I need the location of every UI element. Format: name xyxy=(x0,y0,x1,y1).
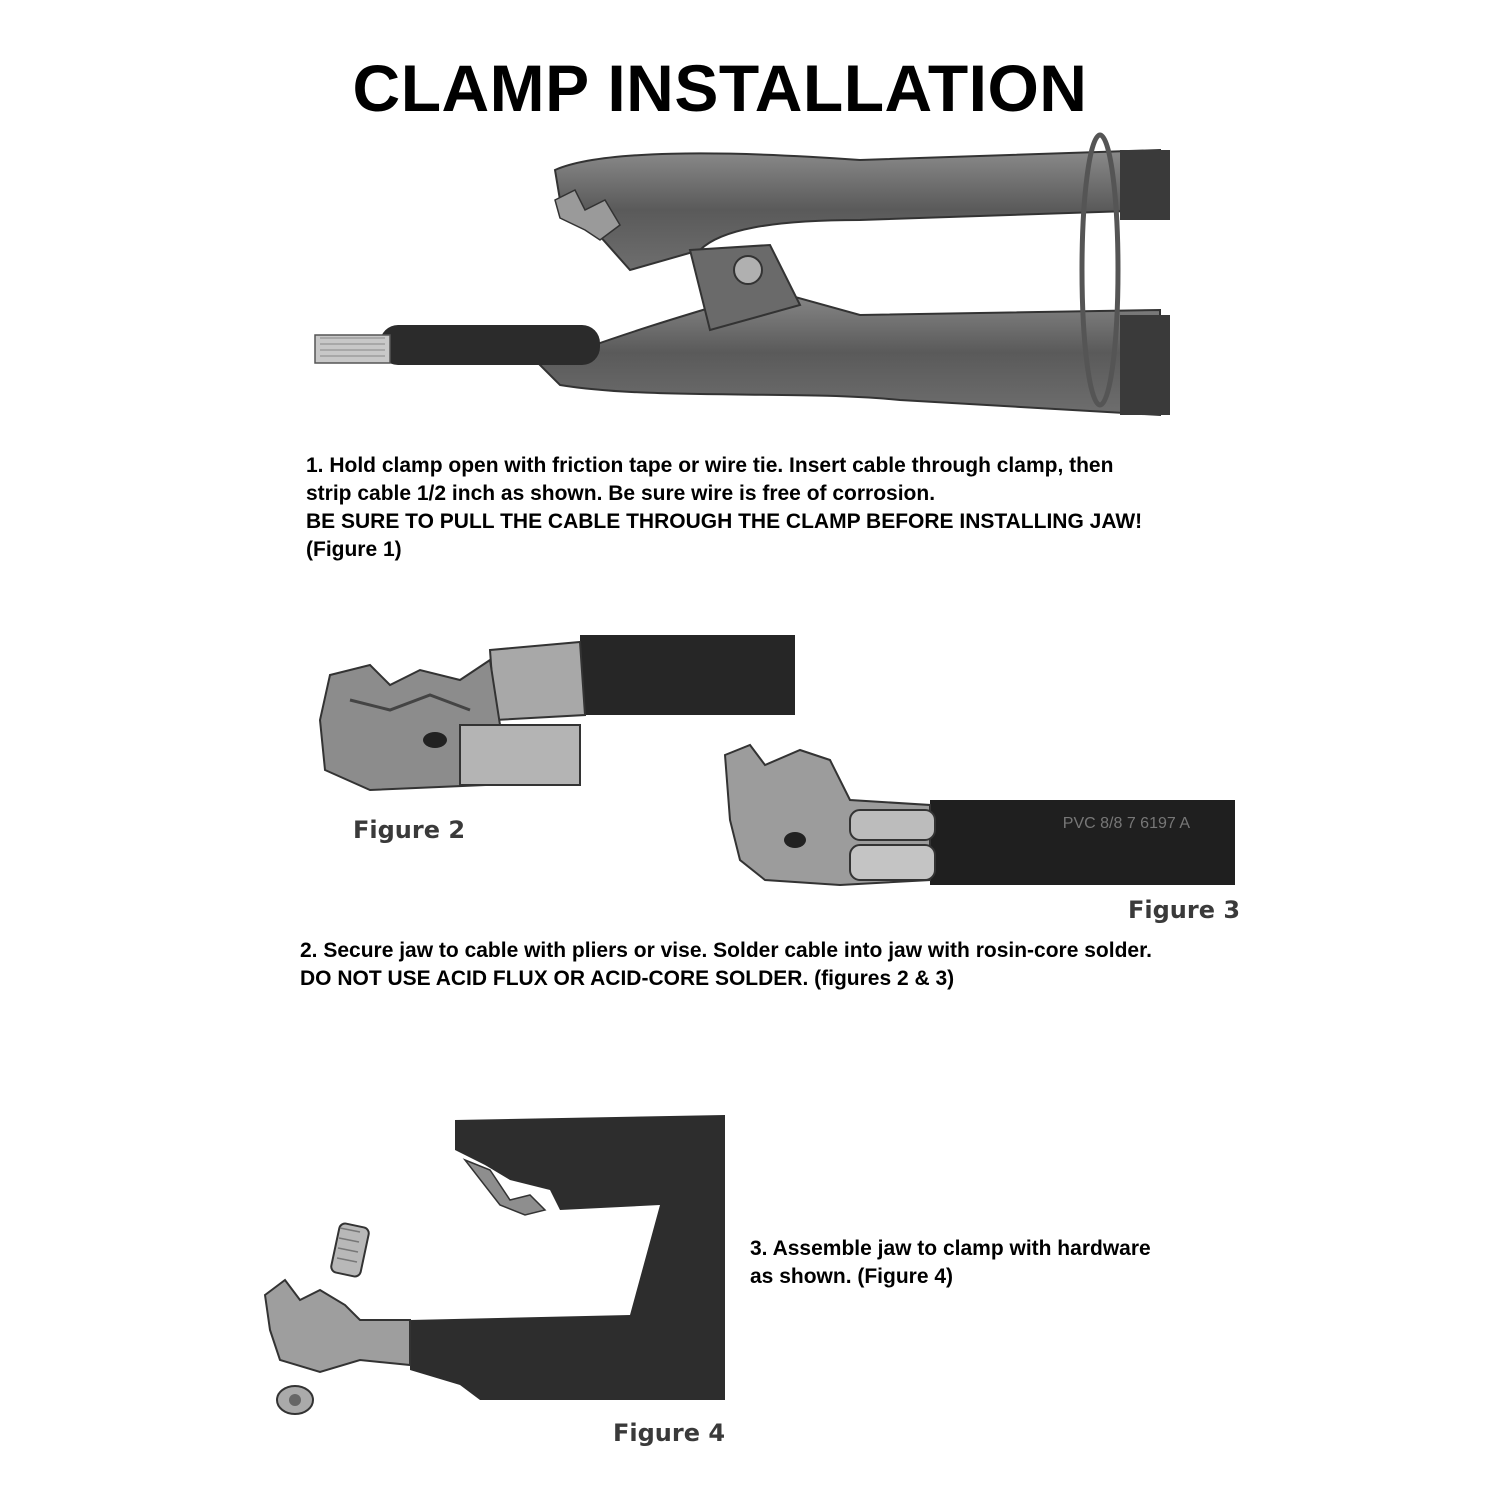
cable-print-text: PVC 8/8 7 6197 A xyxy=(1062,815,1190,832)
step-1-line-2: strip cable 1/2 inch as shown. Be sure wire is free of corrosion. xyxy=(306,482,936,505)
step-2-line-2: DO NOT USE ACID FLUX OR ACID-CORE SOLDER. (figures 2 & 3) xyxy=(300,967,955,990)
step-1-line-3: BE SURE TO PULL THE CABLE THROUGH THE CLAMP BEFORE INSTALLING JAW! xyxy=(306,510,1143,533)
step-3-text xyxy=(750,1235,1151,1291)
figure-4-caption: Figure 4 xyxy=(613,1419,726,1447)
step-3-line-1: 3. Assemble jaw to clamp with hardware xyxy=(750,1237,1151,1260)
figure-3-caption: Figure 3 xyxy=(1128,896,1241,924)
page-title: CLAMP INSTALLATION xyxy=(352,51,1088,125)
step-1-line-1: 1. Hold clamp open with friction tape or wire tie. Insert cable through clamp, then xyxy=(306,454,1114,477)
figure-1-clamp-photo xyxy=(300,130,1170,420)
step-2-line-1: 2. Secure jaw to cable with pliers or vise. Solder cable into jaw with rosin-core solder. xyxy=(300,939,1152,962)
figure-2-caption: Figure 2 xyxy=(353,816,466,844)
step-2-text xyxy=(300,937,1152,993)
step-1-line-4: (Figure 1) xyxy=(306,538,402,561)
step-3-line-2: as shown. (Figure 4) xyxy=(750,1265,954,1288)
step-1-text xyxy=(306,452,1142,564)
figure-3-jaw-photo xyxy=(720,740,1235,895)
figure-4-assembly-photo xyxy=(260,1110,730,1430)
